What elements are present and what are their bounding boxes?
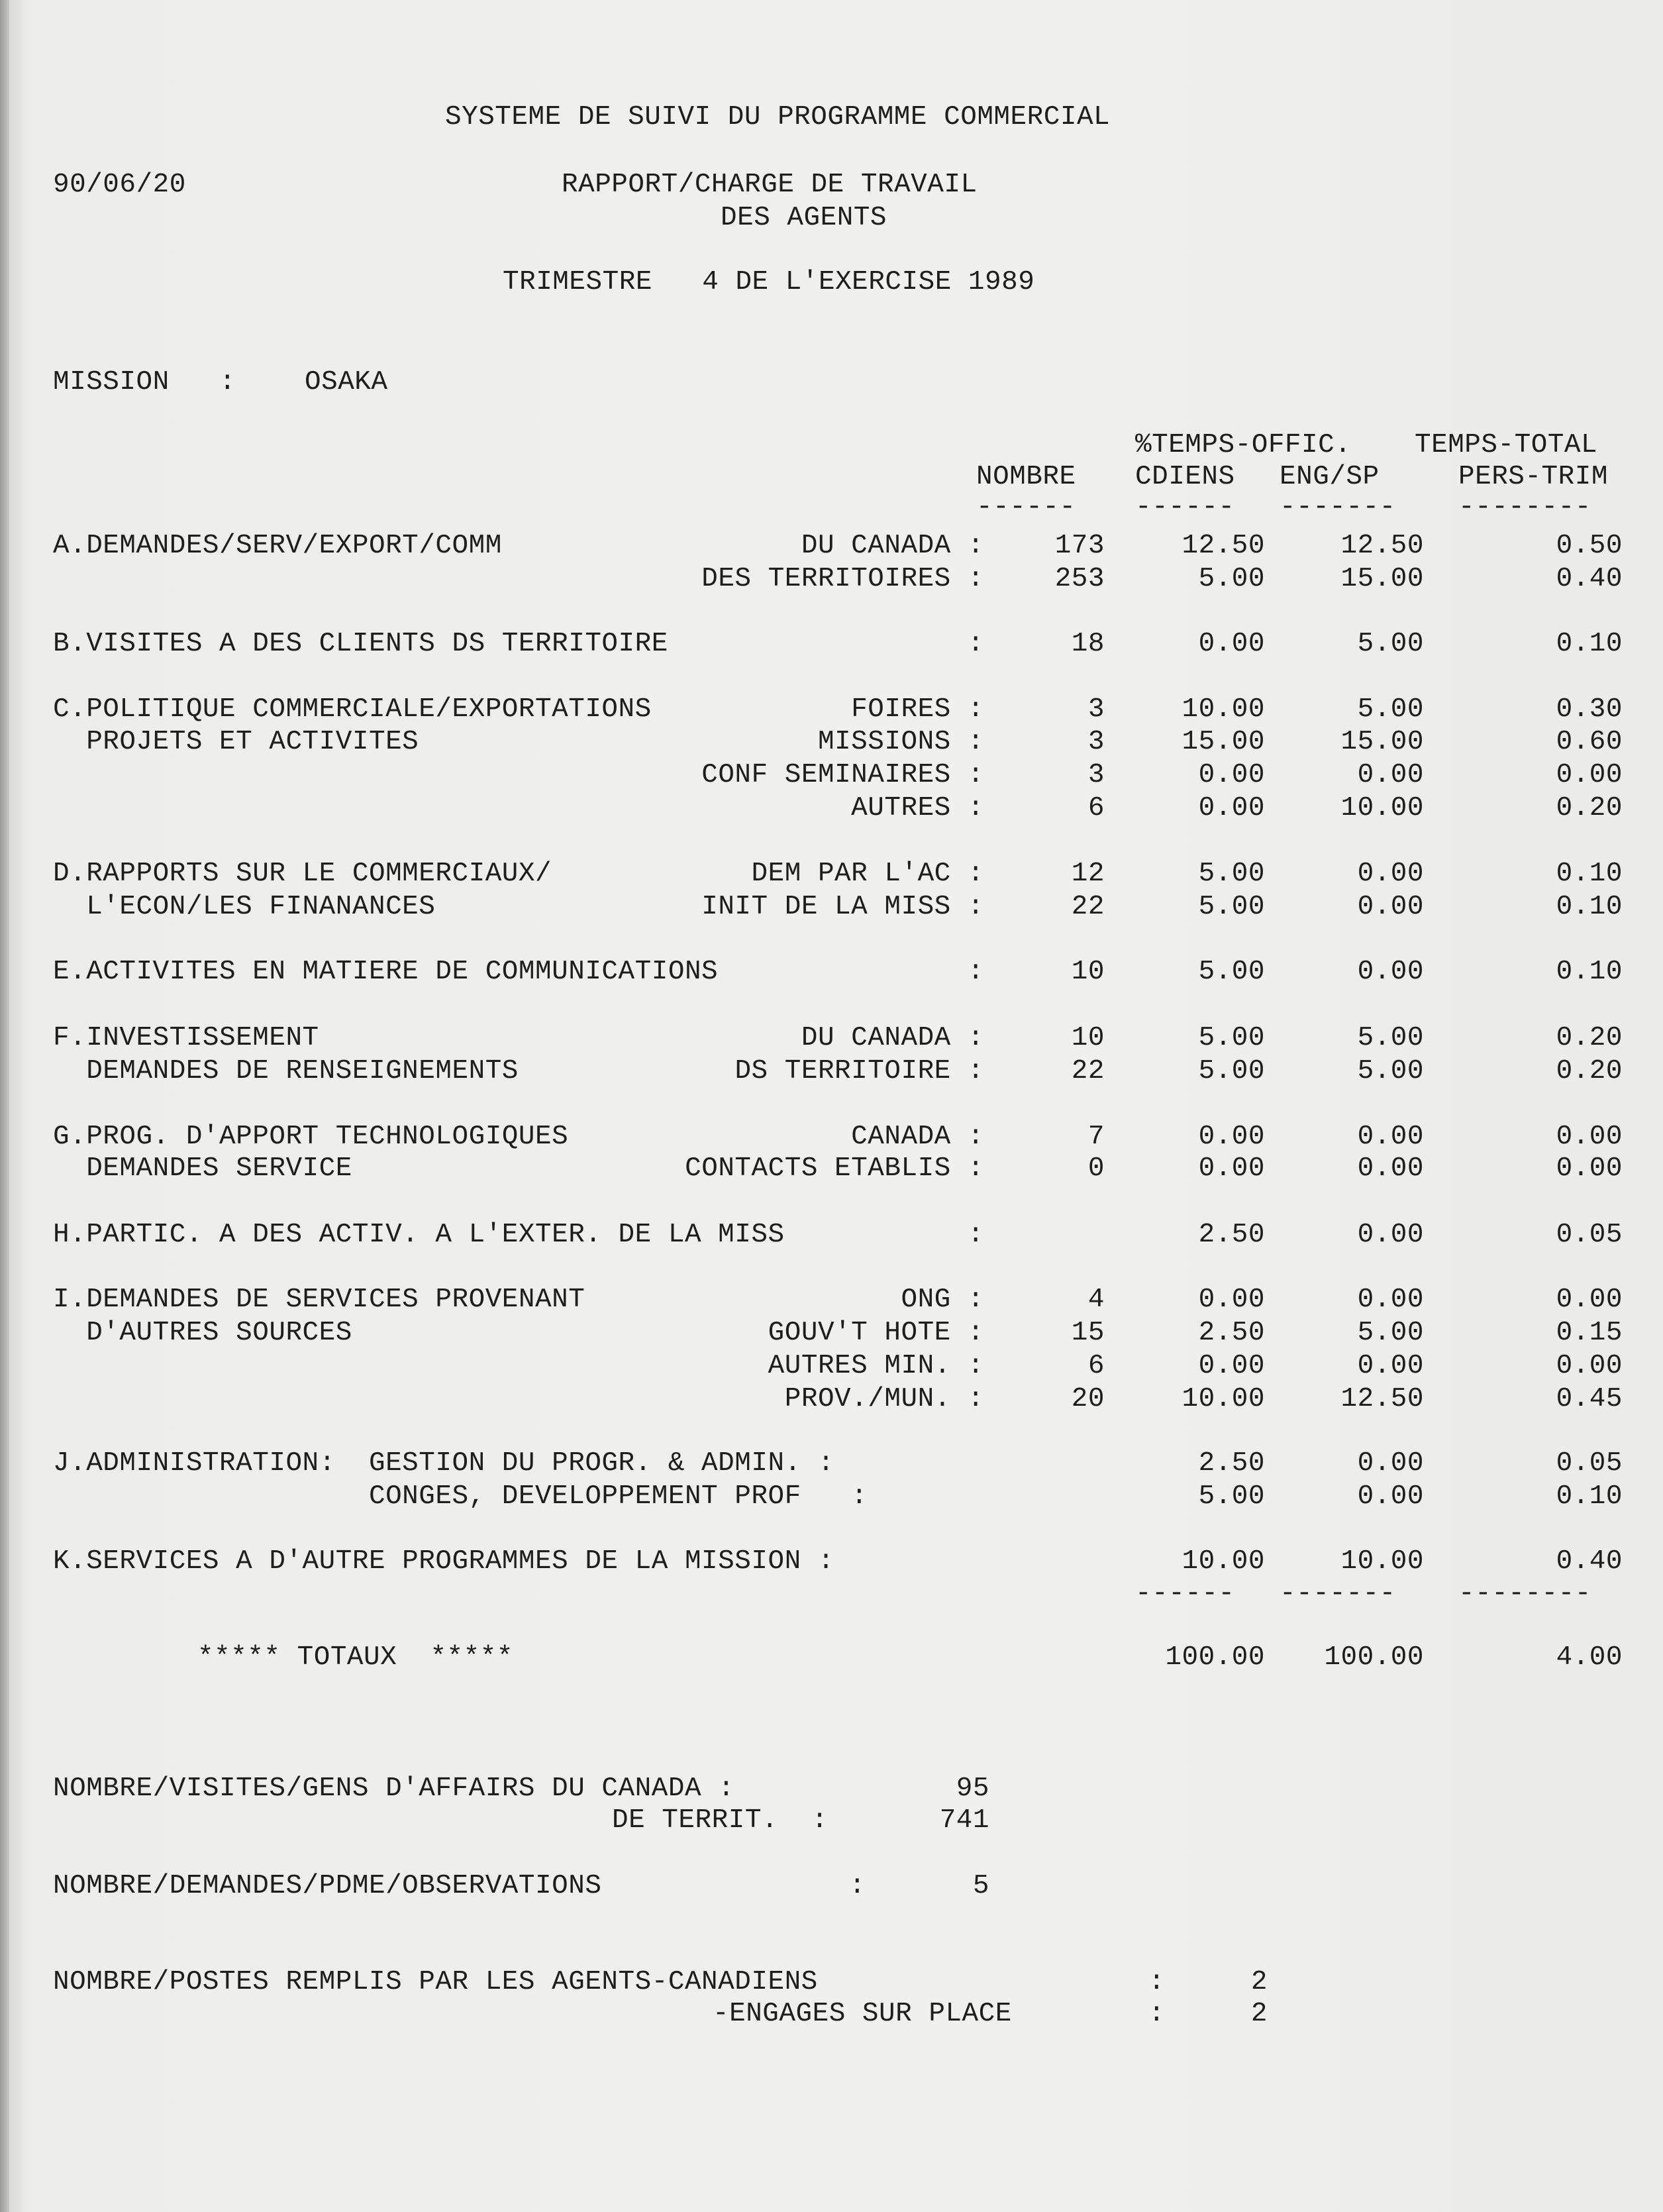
row-engsp: 0.00 <box>1357 957 1424 987</box>
row-nombre: 22 <box>1071 892 1105 922</box>
report-date: 90/06/20 <box>53 170 186 200</box>
row-sublabel: CONTACTS ETABLIS : <box>685 1153 984 1184</box>
row-cdiens: 0.00 <box>1198 1351 1265 1381</box>
row-cdiens: 0.00 <box>1198 1153 1265 1184</box>
row-nombre: 0 <box>1087 1153 1105 1184</box>
col-perstrim: PERS-TRIM <box>1458 462 1608 492</box>
row-engsp: 0.00 <box>1357 859 1424 889</box>
row-engsp: 0.00 <box>1357 1351 1424 1381</box>
col-engsp-rule: ------- <box>1280 492 1396 523</box>
row-cdiens: 5.00 <box>1198 892 1265 922</box>
row-engsp: 12.50 <box>1340 1384 1424 1414</box>
row-engsp: 15.00 <box>1340 564 1424 594</box>
row-nombre: 4 <box>1087 1285 1105 1315</box>
row-nombre: 3 <box>1087 727 1105 757</box>
col-pct-header: %TEMPS-OFFIC. <box>1135 430 1352 460</box>
row-perstrim: 0.40 <box>1556 564 1623 594</box>
row-perstrim: 0.10 <box>1556 1481 1623 1512</box>
row-perstrim: 0.00 <box>1556 1351 1623 1381</box>
row-nombre: 15 <box>1071 1318 1105 1348</box>
row-nombre: 12 <box>1071 859 1105 889</box>
postes-colon-1: : <box>1148 1967 1166 1997</box>
row-sublabel: DU CANADA : <box>801 1023 984 1053</box>
row-label: E.ACTIVITES EN MATIERE DE COMMUNICATIONS <box>53 957 719 987</box>
postes-engages-value: 2 <box>1250 1999 1268 2029</box>
system-title: SYSTEME DE SUIVI DU PROGRAMME COMMERCIAL <box>445 102 1111 132</box>
row-cdiens: 0.00 <box>1198 629 1265 659</box>
row-cdiens: 0.00 <box>1198 1122 1265 1152</box>
postes-colon-2: : <box>1148 1999 1166 2029</box>
row-label: CONGES, DEVELOPPEMENT PROF : <box>53 1481 868 1512</box>
row-cdiens: 5.00 <box>1198 859 1265 889</box>
row-sublabel: DU CANADA : <box>801 531 984 561</box>
pdme-value: 5 <box>972 1871 989 1901</box>
row-engsp: 0.00 <box>1357 1122 1424 1152</box>
row-sublabel: GOUV'T HOTE : <box>768 1318 984 1348</box>
row-cdiens: 12.50 <box>1182 531 1265 561</box>
visites-label: NOMBRE/VISITES/GENS D'AFFAIRS DU CANADA : <box>53 1773 735 1804</box>
row-cdiens: 10.00 <box>1182 1384 1265 1414</box>
row-nombre: 18 <box>1071 629 1105 659</box>
row-perstrim: 0.10 <box>1556 629 1623 659</box>
row-cdiens: 5.00 <box>1198 1056 1265 1086</box>
row-cdiens: 10.00 <box>1182 694 1265 725</box>
row-sublabel: DEM PAR L'AC : <box>751 859 984 889</box>
row-nombre: 6 <box>1087 1351 1105 1381</box>
row-label: L'ECON/LES FINANANCES <box>53 892 436 922</box>
row-label: D.RAPPORTS SUR LE COMMERCIAUX/ <box>53 859 552 889</box>
col-nombre-rule: ------ <box>976 492 1076 523</box>
row-sublabel: AUTRES : <box>851 793 984 823</box>
page-edge-shadow <box>0 0 9 2212</box>
report-period: TRIMESTRE 4 DE L'EXERCISE 1989 <box>503 267 1035 297</box>
row-label: I.DEMANDES DE SERVICES PROVENANT <box>53 1285 585 1315</box>
row-sublabel: MISSIONS : <box>817 727 984 757</box>
row-nombre: 22 <box>1071 1056 1105 1086</box>
totals-label: ***** TOTAUX ***** <box>197 1642 513 1673</box>
col-cdiens-rule: ------ <box>1135 492 1235 523</box>
col-cdiens: CDIENS <box>1135 462 1235 492</box>
row-engsp: 0.00 <box>1357 760 1424 790</box>
row-cdiens: 0.00 <box>1198 760 1265 790</box>
row-sublabel: ONG : <box>901 1285 984 1315</box>
row-label: DEMANDES SERVICE <box>53 1153 352 1184</box>
row-sublabel: INIT DE LA MISS : <box>701 892 984 922</box>
visites-territ-value: 741 <box>939 1805 989 1836</box>
row-cdiens: 0.00 <box>1198 1285 1265 1315</box>
row-engsp: 10.00 <box>1340 793 1424 823</box>
totals-engsp: 100.00 <box>1324 1642 1424 1673</box>
row-sublabel: DS TERRITOIRE : <box>734 1056 984 1086</box>
totals-rule-perstrim: -------- <box>1458 1579 1591 1609</box>
row-nombre: 10 <box>1071 1023 1105 1053</box>
col-total-header: TEMPS-TOTAL <box>1415 430 1598 460</box>
territ-label: DE TERRIT. : <box>612 1805 829 1836</box>
row-engsp: 10.00 <box>1340 1546 1424 1577</box>
pdme-colon: : <box>849 1871 866 1901</box>
row-cdiens: 5.00 <box>1198 1023 1265 1053</box>
totals-cdiens: 100.00 <box>1165 1642 1265 1673</box>
row-perstrim: 0.05 <box>1556 1448 1623 1479</box>
row-label: B.VISITES A DES CLIENTS DS TERRITOIRE <box>53 629 668 659</box>
row-label: F.INVESTISSEMENT <box>53 1023 319 1053</box>
mission-value: OSAKA <box>305 367 388 397</box>
row-engsp: 5.00 <box>1357 694 1424 725</box>
row-perstrim: 0.20 <box>1556 793 1623 823</box>
row-label: G.PROG. D'APPORT TECHNOLOGIQUES <box>53 1122 569 1152</box>
row-nombre: 253 <box>1054 564 1105 594</box>
row-perstrim: 0.20 <box>1556 1023 1623 1053</box>
row-perstrim: 0.10 <box>1556 892 1623 922</box>
col-engsp: ENG/SP <box>1280 462 1380 492</box>
row-engsp: 12.50 <box>1340 531 1424 561</box>
row-engsp: 0.00 <box>1357 1285 1424 1315</box>
row-sublabel: : <box>967 1220 984 1250</box>
row-perstrim: 0.50 <box>1556 531 1623 561</box>
row-engsp: 5.00 <box>1357 1318 1424 1348</box>
row-perstrim: 0.00 <box>1556 1153 1623 1184</box>
row-nombre: 3 <box>1087 694 1105 725</box>
row-cdiens: 2.50 <box>1198 1448 1265 1479</box>
engages-label: -ENGAGES SUR PLACE <box>713 1999 1012 2029</box>
row-nombre: 3 <box>1087 760 1105 790</box>
row-nombre: 20 <box>1071 1384 1105 1414</box>
row-perstrim: 0.00 <box>1556 760 1623 790</box>
row-cdiens: 15.00 <box>1182 727 1265 757</box>
row-perstrim: 0.45 <box>1556 1384 1623 1414</box>
report-title-line2: DES AGENTS <box>721 203 887 233</box>
report-title-line1: RAPPORT/CHARGE DE TRAVAIL <box>562 170 978 200</box>
row-perstrim: 0.60 <box>1556 727 1623 757</box>
row-sublabel: PROV./MUN. : <box>784 1384 984 1414</box>
row-cdiens: 5.00 <box>1198 564 1265 594</box>
row-label: PROJETS ET ACTIVITES <box>53 727 419 757</box>
row-sublabel: CANADA : <box>851 1122 984 1152</box>
row-cdiens: 10.00 <box>1182 1546 1265 1577</box>
row-perstrim: 0.15 <box>1556 1318 1623 1348</box>
col-perstrim-rule: -------- <box>1458 492 1591 523</box>
row-perstrim: 0.00 <box>1556 1122 1623 1152</box>
row-cdiens: 5.00 <box>1198 1481 1265 1512</box>
row-label: J.ADMINISTRATION: GESTION DU PROGR. & ADMIN. : <box>53 1448 834 1479</box>
row-perstrim: 0.30 <box>1556 694 1623 725</box>
row-perstrim: 0.00 <box>1556 1285 1623 1315</box>
row-label: K.SERVICES A D'AUTRE PROGRAMMES DE LA MISSION : <box>53 1546 834 1577</box>
row-engsp: 0.00 <box>1357 892 1424 922</box>
row-nombre: 173 <box>1054 531 1105 561</box>
row-cdiens: 0.00 <box>1198 793 1265 823</box>
row-label: H.PARTIC. A DES ACTIV. A L'EXTER. DE LA MISS <box>53 1220 785 1250</box>
row-engsp: 5.00 <box>1357 629 1424 659</box>
row-engsp: 5.00 <box>1357 1056 1424 1086</box>
row-sublabel: : <box>967 629 984 659</box>
postes-label: NOMBRE/POSTES REMPLIS PAR LES AGENTS-CANADIENS <box>53 1967 818 1997</box>
totals-rule-cdiens: ------ <box>1135 1579 1235 1609</box>
row-sublabel: AUTRES MIN. : <box>768 1351 984 1381</box>
row-engsp: 0.00 <box>1357 1153 1424 1184</box>
row-nombre: 6 <box>1087 793 1105 823</box>
row-label: C.POLITIQUE COMMERCIALE/EXPORTATIONS <box>53 694 652 725</box>
pdme-label: NOMBRE/DEMANDES/PDME/OBSERVATIONS <box>53 1871 602 1901</box>
row-perstrim: 0.20 <box>1556 1056 1623 1086</box>
postes-cdn-value: 2 <box>1250 1967 1268 1997</box>
totals-perstrim: 4.00 <box>1556 1642 1623 1673</box>
row-nombre: 7 <box>1087 1122 1105 1152</box>
row-nombre: 10 <box>1071 957 1105 987</box>
row-perstrim: 0.10 <box>1556 859 1623 889</box>
row-label: A.DEMANDES/SERV/EXPORT/COMM <box>53 531 502 561</box>
row-cdiens: 2.50 <box>1198 1318 1265 1348</box>
row-sublabel: : <box>967 957 984 987</box>
row-cdiens: 5.00 <box>1198 957 1265 987</box>
row-cdiens: 2.50 <box>1198 1220 1265 1250</box>
row-engsp: 15.00 <box>1340 727 1424 757</box>
row-sublabel: CONF SEMINAIRES : <box>701 760 984 790</box>
report-page <box>9 0 1663 2212</box>
row-sublabel: FOIRES : <box>851 694 984 725</box>
row-engsp: 0.00 <box>1357 1481 1424 1512</box>
totals-rule-engsp: ------- <box>1280 1579 1396 1609</box>
col-nombre: NOMBRE <box>976 462 1076 492</box>
row-perstrim: 0.05 <box>1556 1220 1623 1250</box>
row-engsp: 0.00 <box>1357 1220 1424 1250</box>
row-perstrim: 0.10 <box>1556 957 1623 987</box>
row-engsp: 5.00 <box>1357 1023 1424 1053</box>
row-engsp: 0.00 <box>1357 1448 1424 1479</box>
mission-label: MISSION : <box>53 367 236 397</box>
row-sublabel: DES TERRITOIRES : <box>701 564 984 594</box>
row-label: D'AUTRES SOURCES <box>53 1318 352 1348</box>
visites-canada-value: 95 <box>956 1773 989 1804</box>
row-label: DEMANDES DE RENSEIGNEMENTS <box>53 1056 519 1086</box>
row-perstrim: 0.40 <box>1556 1546 1623 1577</box>
